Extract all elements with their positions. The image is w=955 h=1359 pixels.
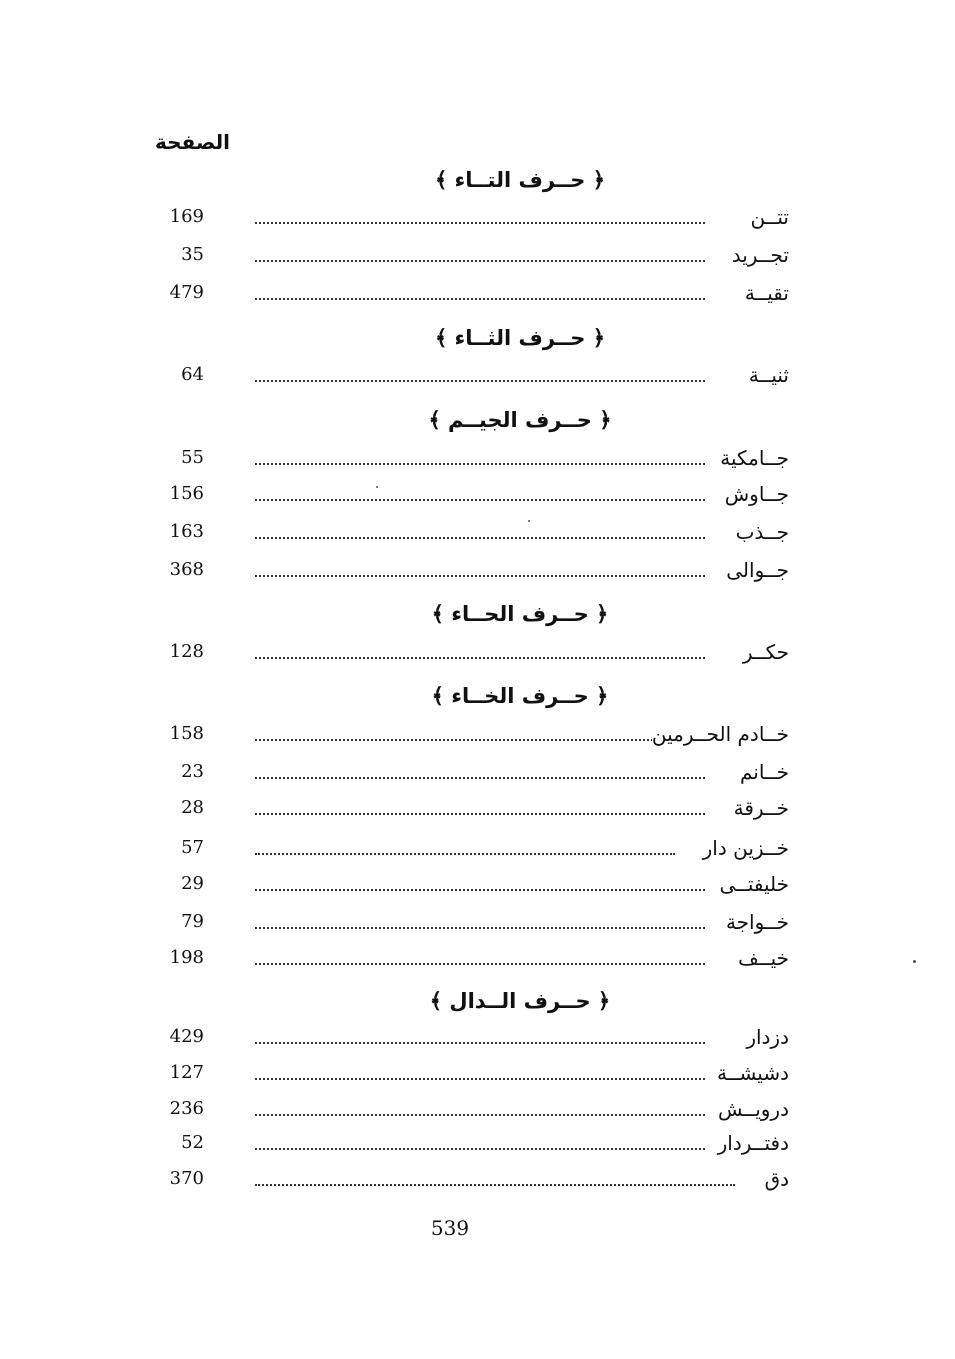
leader-dots — [255, 1114, 705, 1116]
entry-page-number: 128 — [169, 641, 204, 662]
leader-dots — [255, 1184, 735, 1186]
leader-dots — [255, 463, 705, 465]
entry-term: ثنيــة — [749, 360, 789, 390]
entry-page-number: 23 — [181, 761, 204, 782]
leader-dots — [255, 537, 705, 539]
leader-dots — [255, 1148, 705, 1150]
leader-dots — [255, 222, 705, 224]
index-entry — [0, 555, 955, 585]
entry-term: تتــن — [750, 202, 789, 232]
leader-dots — [255, 1078, 705, 1080]
index-entry — [0, 757, 955, 787]
leader-dots — [255, 298, 705, 300]
entry-term: دق — [765, 1164, 789, 1194]
page-column-label: الصفحة — [155, 130, 231, 154]
index-entry — [0, 637, 955, 667]
section-heading-ha: ﴿ حــرف الحــاء ﴾ — [431, 602, 609, 626]
index-entry — [0, 517, 955, 547]
entry-page-number: 57 — [181, 837, 204, 858]
leader-dots — [255, 927, 705, 929]
entry-page-number: 64 — [181, 364, 204, 385]
entry-term: خــرقة — [734, 793, 789, 823]
entry-page-number: 198 — [169, 947, 204, 968]
entry-term: خــواجة — [726, 907, 789, 937]
index-entry — [0, 240, 955, 270]
leader-dots — [255, 1042, 705, 1044]
entry-page-number: 368 — [169, 559, 204, 580]
scan-speck — [376, 486, 378, 488]
leader-dots — [255, 499, 705, 501]
index-entry — [0, 869, 955, 899]
entry-term: خــانم — [740, 757, 789, 787]
entry-term: درويــش — [718, 1094, 789, 1124]
entry-term: خليفتــى — [719, 869, 789, 899]
entry-term: تقيــة — [745, 278, 789, 308]
index-entry — [0, 1058, 955, 1088]
leader-dots — [255, 889, 705, 891]
page-number: 539 — [430, 1216, 470, 1240]
index-entry — [0, 479, 955, 509]
entry-term: خــزين دار — [703, 833, 789, 863]
entry-term: دفتــردار — [718, 1128, 789, 1158]
index-entry — [0, 443, 955, 473]
entry-term: خــادم الحــرمين — [652, 719, 789, 749]
entry-page-number: 55 — [181, 447, 204, 468]
leader-dots — [255, 777, 705, 779]
section-heading-ta: ﴿ حــرف التــاء ﴾ — [434, 168, 606, 192]
leader-dots — [255, 739, 705, 741]
index-entry — [0, 1022, 955, 1052]
entry-page-number: 35 — [181, 244, 204, 265]
entry-term: دزدار — [746, 1022, 789, 1052]
entry-term: جــذب — [736, 517, 789, 547]
entry-page-number: 370 — [169, 1168, 204, 1189]
entry-term: دشيشــة — [717, 1058, 789, 1088]
index-entry — [0, 833, 955, 863]
leader-dots — [255, 813, 705, 815]
entry-page-number: 79 — [181, 911, 204, 932]
leader-dots — [255, 853, 675, 855]
entry-page-number: 28 — [181, 797, 204, 818]
entry-page-number: 29 — [181, 873, 204, 894]
entry-page-number: 479 — [169, 282, 204, 303]
entry-page-number: 158 — [169, 723, 204, 744]
index-entry — [0, 907, 955, 937]
entry-term: جــاوش — [725, 479, 789, 509]
leader-dots — [255, 657, 705, 659]
entry-term: خيــف — [738, 943, 789, 973]
entry-term: جــوالى — [726, 555, 789, 585]
entry-page-number: 236 — [169, 1098, 204, 1119]
leader-dots — [255, 575, 705, 577]
index-entry — [0, 202, 955, 232]
scan-speck — [528, 520, 530, 522]
index-entry — [0, 1164, 955, 1194]
section-heading-dal: ﴿ حــرف الــدال ﴾ — [429, 989, 611, 1013]
entry-page-number: 127 — [169, 1062, 204, 1083]
index-entry — [0, 278, 955, 308]
entry-page-number: 163 — [169, 521, 204, 542]
index-entry — [0, 943, 955, 973]
entry-page-number: 429 — [169, 1026, 204, 1047]
leader-dots — [255, 380, 705, 382]
entry-page-number: 156 — [169, 483, 204, 504]
index-entry — [0, 719, 955, 749]
entry-page-number: 169 — [169, 206, 204, 227]
section-heading-tha: ﴿ حــرف الثــاء ﴾ — [434, 326, 606, 350]
index-entry — [0, 1128, 955, 1158]
index-entry — [0, 360, 955, 390]
index-entry — [0, 793, 955, 823]
entry-term: حكــر — [743, 637, 789, 667]
entry-term: جــامكية — [720, 443, 789, 473]
section-heading-jim: ﴿ حــرف الجيــم ﴾ — [428, 408, 612, 432]
entry-page-number: 52 — [181, 1132, 204, 1153]
section-heading-kha: ﴿ حــرف الخــاء ﴾ — [431, 684, 609, 708]
scan-speck — [913, 960, 916, 963]
leader-dots — [255, 963, 705, 965]
leader-dots — [255, 260, 705, 262]
index-entry — [0, 1094, 955, 1124]
entry-term: تجــريد — [732, 240, 789, 270]
